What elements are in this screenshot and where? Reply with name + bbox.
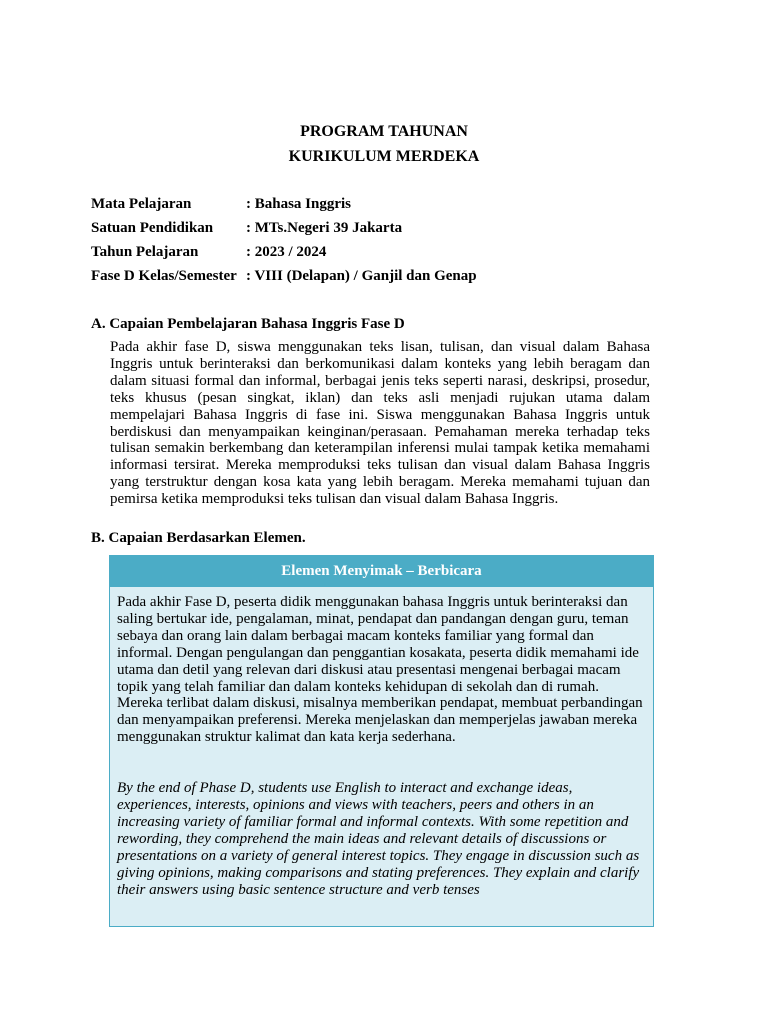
document-subtitle: KURIKULUM MERDEKA	[288, 148, 480, 165]
section-a-paragraph: Pada akhir fase D, siswa menggunakan teks lisan, tulisan, dan visual dalam Bahasa Inggris untuk berinteraksi dan berkomunikasi dalam konteks yang lebih beragam dan dalam situasi formal dan informal, berbagai jenis teks seperti narasi, deskripsi, prosedur, teks khusus (pesan singkat, iklan) dan teks asli menjadi rujukan utama dalam mempelajari Bahasa Inggris di fase ini. Siswa menggunakan Bahasa Inggris untuk berdiskusi dan menyampaikan keinginan/perasaan. Pemahaman mereka terhadap teks tulisan semakin berkembang dan keterampilan inferensi mulai tampak ketika memahami informasi tersirat. Mereka memproduksi teks tulisan dan visual dalam Bahasa Inggris yang terstruktur dengan kosa kata yang lebih beragam. Mereka memahami tujuan dan pemirsa ketika memproduksi teks tulisan dan visual dalam Bahasa Inggris.	[110, 339, 650, 508]
info-label: Tahun Pelajaran	[91, 244, 199, 260]
info-value: : MTs.Negeri 39 Jakarta	[246, 220, 403, 236]
info-block	[91, 192, 477, 288]
element-table	[109, 555, 654, 927]
element-text-indonesian: Pada akhir Fase D, peserta didik menggunakan bahasa Inggris untuk berinteraksi dan saling bertukar ide, pengalaman, minat, pendapat dan pandangan dengan guru, teman sebaya dan orang lain dalam berbagai macam konteks familiar yang formal dan informal. Dengan pengulangan dan penggantian kosakata, peserta didik memahami ide utama dan detil yang relevan dari diskusi atau presentasi mengenai berbagai macam topik yang telah familiar dan dalam konteks kehidupan di sekolah dan di rumah. Mereka terlibat dalam diskusi, misalnya memberikan pendapat, membuat perbandingan dan menyampaikan preferensi. Mereka menjelaskan dan memperjelas jawaban mereka menggunakan struktur kalimat dan kata kerja sederhana.	[117, 594, 643, 746]
element-table-header: Elemen Menyimak – Berbicara	[110, 556, 653, 587]
info-label: Mata Pelajaran	[91, 196, 192, 212]
info-value: : VIII (Delapan) / Ganjil dan Genap	[246, 268, 477, 284]
info-row-year	[91, 240, 477, 264]
element-table-body	[110, 587, 653, 899]
info-row-school	[91, 216, 477, 240]
info-row-class	[91, 264, 477, 288]
info-value: : Bahasa Inggris	[246, 196, 352, 212]
info-label: Fase D Kelas/Semester	[91, 268, 237, 284]
info-value: : 2023 / 2024	[246, 244, 327, 260]
info-row-subject	[91, 192, 477, 216]
element-text-english: By the end of Phase D, students use English to interact and exchange ideas, experiences, interests, opinions and views with teachers, peers and others in an increasing variety of familiar formal and informal contexts. With some repetition and rewording, they comprehend the main ideas and relevant details of discussions or presentations on a variety of general interest topics. They engage in discussion such as giving opinions, making comparisons and stating preferences. They explain and clarify their answers using basic sentence structure and verb tenses	[117, 780, 640, 898]
section-b-heading: B. Capaian Berdasarkan Elemen.	[91, 530, 306, 546]
info-label: Satuan Pendidikan	[91, 220, 214, 236]
section-a-heading: A. Capaian Pembelajaran Bahasa Inggris Fase D	[91, 316, 405, 332]
document-title: PROGRAM TAHUNAN	[300, 123, 468, 140]
